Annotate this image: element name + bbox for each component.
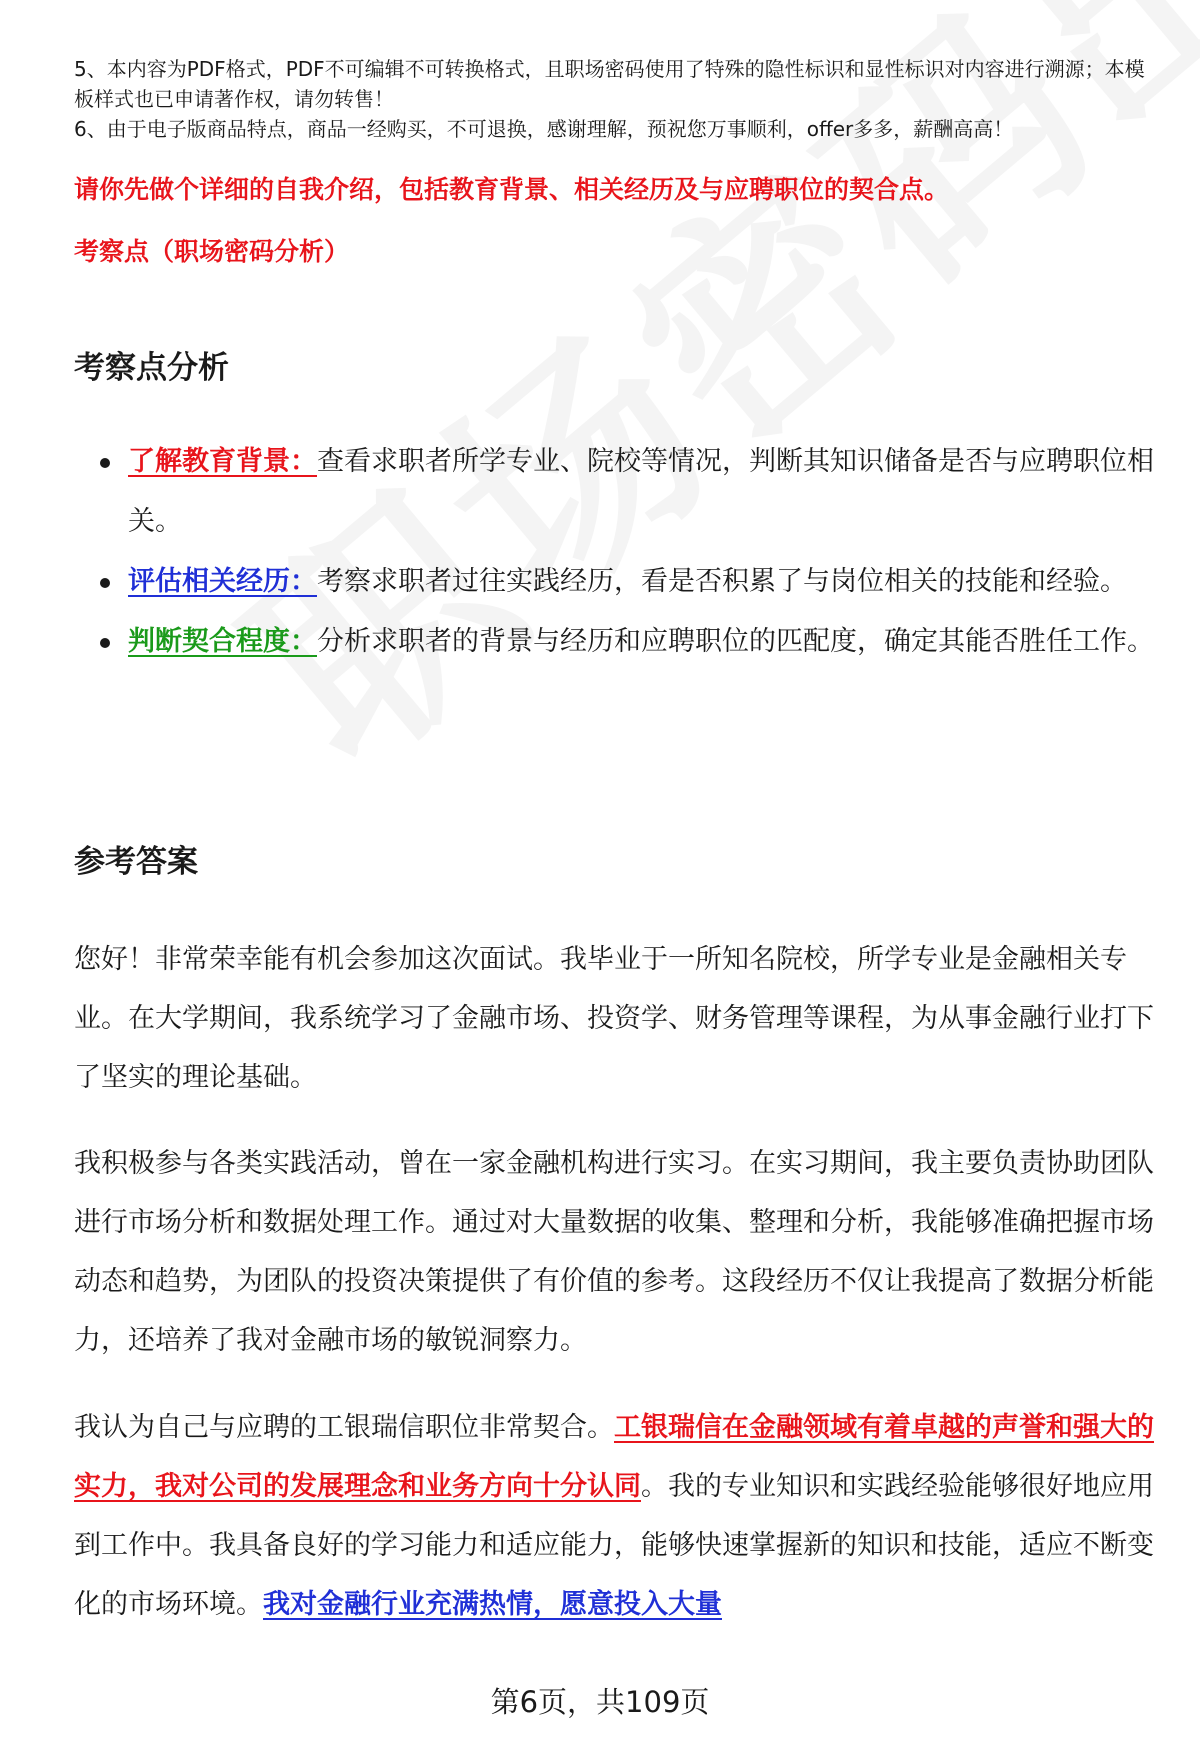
answer-paragraph-2: 我积极参与各类实践活动，曾在一家金融机构进行实习。在实习期间，我主要负责协助团队进行市场分析和数据处理工作。通过对大量数据的收集、整理和分析，我能够准确把握市场动态和趋势，为团队的投资决策提供了有价值的参考。这段经历不仅让我提高了数据分析能力，还培养了我对金融市场的敏锐洞察力。 — [74, 1148, 1154, 1356]
highlight-red: 工银瑞信在金融领域有着卓越的声誉和强大的实力，我对公司的发展理念和业务方向十分认同 — [74, 1412, 1154, 1502]
bullet-icon — [100, 458, 110, 468]
highlight-blue: 我对金融行业充满热情，愿意投入大量 — [263, 1589, 722, 1620]
answer-paragraph-1: 您好！非常荣幸能有机会参加这次面试。我毕业于一所知名院校，所学专业是金融相关专业。在大学期间，我系统学习了金融市场、投资学、财务管理等课程，为从事金融行业打下了坚实的理论基础。 — [74, 944, 1154, 1093]
answer-text: 我认为自己与应聘的工银瑞信职位非常契合。 — [74, 1412, 614, 1443]
bullet-icon — [100, 578, 110, 588]
point-text: 分析求职者的背景与经历和应聘职位的匹配度，确定其能否胜任工作。 — [317, 626, 1154, 657]
point-text: 查看求职者所学专业、院校等情况，判断其知识储备是否与应聘职位相关。 — [128, 446, 1154, 537]
analysis-heading: 考察点分析 — [74, 350, 229, 386]
list-item — [74, 432, 1154, 552]
list-item — [74, 552, 1154, 612]
answer-paragraph-3 — [74, 1398, 1154, 1634]
page-number: 第6页，共109页 — [490, 1685, 710, 1719]
note-6: 6、由于电子版商品特点，商品一经购买，不可退换，感谢理解，预祝您万事顺利，offer多多，薪酬高高！ — [74, 117, 1014, 141]
point-label: 评估相关经历： — [128, 566, 317, 597]
analysis-points-list — [74, 432, 1154, 672]
list-item — [74, 612, 1154, 672]
note-5: 5、本内容为PDF格式，PDF不可编辑不可转换格式，且职场密码使用了特殊的隐性标识和显性标识对内容进行溯源；本模板样式也已申请著作权，请勿转售！ — [74, 57, 1145, 111]
answer-heading: 参考答案 — [74, 844, 198, 880]
analysis-subtitle: 考察点（职场密码分析） — [74, 237, 350, 266]
point-label: 判断契合程度： — [128, 626, 317, 657]
question-title: 请你先做个详细的自我介绍，包括教育背景、相关经历及与应聘职位的契合点。 — [74, 175, 950, 204]
answer-text: 。我的专业知识和实践经验能够很好地应用到工作中。我具备良好的学习能力和适应能力，能够快速掌握新的知识和技能，适应不断变化的市场环境。 — [74, 1471, 1154, 1620]
bullet-icon — [100, 638, 110, 648]
point-text: 考察求职者过往实践经历，看是否积累了与岗位相关的技能和经验。 — [317, 566, 1127, 597]
point-label: 了解教育背景： — [128, 446, 317, 477]
